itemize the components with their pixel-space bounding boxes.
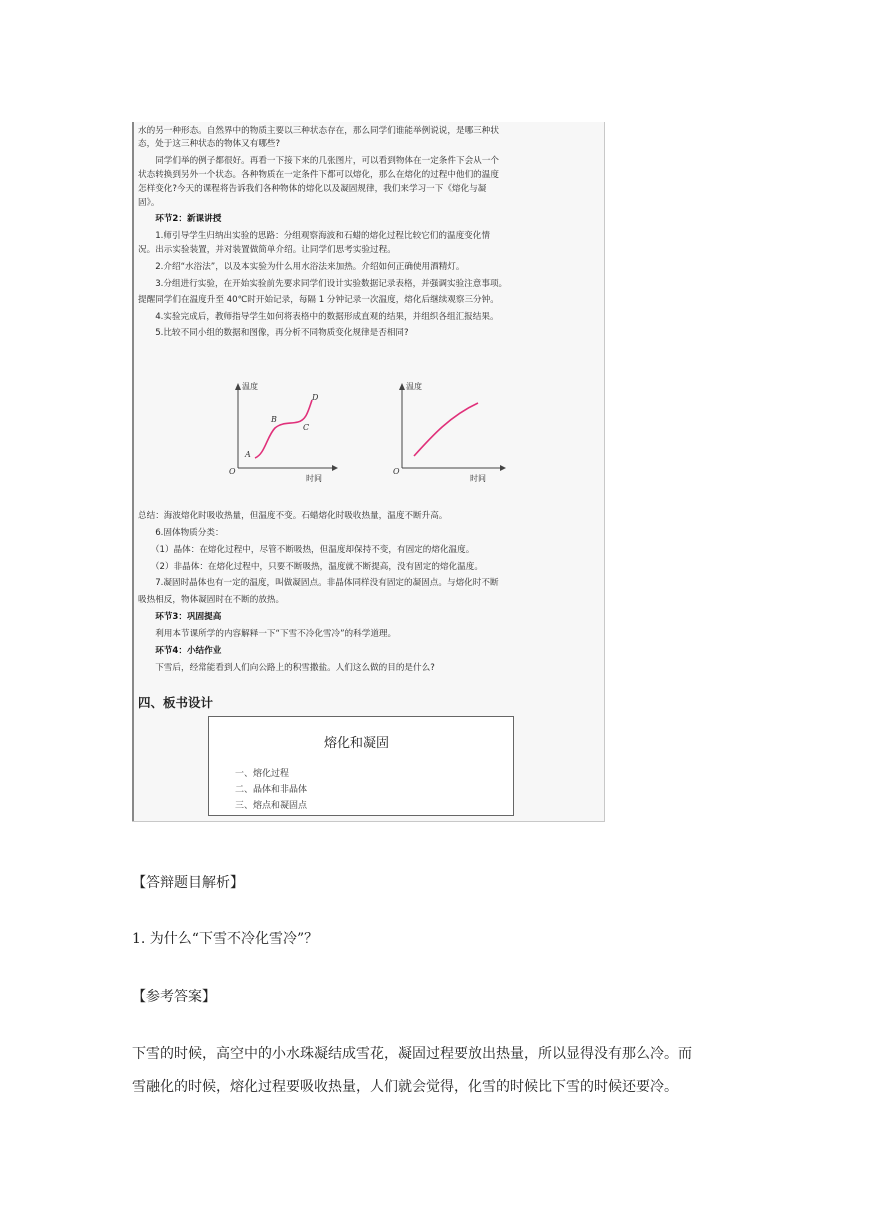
y-axis-label: 温度 — [242, 382, 258, 391]
text-line: 况。出示实验装置，并对装置做简单介绍。让同学们思考实验过程。 — [138, 245, 396, 255]
analysis-heading: 【答辩题目解析】 — [132, 875, 244, 891]
x-axis-label: 时间 — [470, 474, 486, 483]
board-item: 三、熔点和凝固点 — [235, 801, 308, 811]
crystal-melting-chart — [220, 378, 340, 488]
text-line: 吸热相反，物体凝固时在不断的放热。 — [138, 595, 285, 605]
x-axis-label: 时间 — [306, 474, 322, 483]
y-axis-arrow — [235, 383, 241, 390]
board-title: 熔化和凝固 — [324, 736, 390, 751]
origin-label: O — [229, 467, 236, 476]
blackboard-design-box — [208, 716, 514, 816]
point-label-d: D — [312, 393, 319, 402]
board-item: 一、熔化过程 — [235, 769, 290, 779]
text-line: 下雪后，经常能看到人们向公路上的积雪撒盐。人们这么做的目的是什么? — [138, 663, 435, 673]
text-line: 2.介绍“水浴法”，以及本实验为什么用水浴法来加热。介绍如何正确使用酒精灯。 — [138, 262, 465, 272]
point-label-c: C — [303, 423, 310, 432]
text-line: 3.分组进行实验，在开始实验前先要求同学们设计实验数据记录表格，并强调实验注意事项。 — [138, 279, 508, 289]
origin-label: O — [393, 467, 400, 476]
text-line: 7.凝固时晶体也有一定的温度，叫做凝固点。非晶体同样没有固定的凝固点。与熔化时不断 — [138, 578, 499, 588]
board-design-heading: 四、板书设计 — [138, 695, 214, 710]
point-label-a: A — [245, 450, 251, 459]
amorphous-melting-chart — [388, 378, 508, 488]
question-text: 1. 为什么“下雪不冷化雪冷”？ — [132, 931, 319, 947]
text-line: 同学们举的例子都很好。再看一下接下来的几张图片，可以看到物体在一定条件下会从一个 — [138, 156, 499, 166]
x-axis-arrow — [500, 465, 506, 471]
text-line: 4.实验完成后，教师指导学生如何将表格中的数据形成直观的结果，并组织各组汇报结果。 — [138, 312, 499, 322]
answer-heading: 【参考答案】 — [132, 989, 216, 1005]
text-line: （1）晶体：在熔化过程中，尽管不断吸热，但温度却保持不变，有固定的熔化温度。 — [138, 545, 475, 555]
text-line: 总结：海波熔化时吸收热量，但温度不变。石蜡熔化时吸收热量，温度不断升高。 — [138, 511, 448, 521]
text-line: 状态转换到另外一个状态。各种物质在一定条件下都可以熔化，那么在熔化的过程中他们的温度 — [138, 170, 499, 180]
section-heading: 环节4：小结作业 — [138, 646, 222, 656]
board-item: 二、晶体和非晶体 — [235, 785, 308, 795]
text-line: 提醒同学们在温度升至 40℃时开始记录，每隔 1 分钟记录一次温度，熔化后继续观察三分钟。 — [138, 295, 499, 305]
melting-curve — [414, 403, 478, 456]
text-line: 1.师引导学生归纳出实验的思路：分组观察海波和石蜡的熔化过程比较它们的温度变化情 — [138, 231, 490, 241]
scan-left-border — [132, 122, 134, 821]
text-line: 态，处于这三种状态的物体又有哪些? — [138, 139, 281, 149]
text-line: 固》。 — [138, 198, 160, 208]
text-line: 利用本节课所学的内容解释一下“下雪不冷化雪冷”的科学道理。 — [138, 629, 397, 639]
section-heading: 环节3：巩固提高 — [138, 612, 222, 622]
answer-line: 下雪的时候，高空中的小水珠凝结成雪花，凝固过程要放出热量，所以显得没有那么冷。而 — [132, 1046, 692, 1062]
x-axis-arrow — [332, 465, 338, 471]
point-label-b: B — [271, 415, 277, 424]
text-line: 水的另一种形态。自然界中的物质主要以三种状态存在，那么同学们谁能举例说说，是哪三种状 — [138, 126, 499, 136]
text-line: 怎样变化?今天的课程将告诉我们各种物体的熔化以及凝固规律，我们来学习一下《熔化与凝 — [138, 184, 487, 194]
text-line: （2）非晶体：在熔化过程中，只要不断吸热，温度就不断提高，没有固定的熔化温度。 — [138, 562, 483, 572]
y-axis-label: 温度 — [406, 382, 422, 391]
text-line: 6.固体物质分类： — [138, 528, 224, 538]
lesson-plan-scan — [132, 122, 605, 822]
y-axis-arrow — [399, 383, 405, 390]
answer-line: 雪融化的时候，熔化过程要吸收热量，人们就会觉得，化雪的时候比下雪的时候还要冷。 — [132, 1079, 678, 1095]
section-heading: 环节2：新课讲授 — [138, 214, 222, 224]
text-line: 5.比较不同小组的数据和图像，再分析不同物质变化规律是否相同? — [138, 328, 409, 338]
